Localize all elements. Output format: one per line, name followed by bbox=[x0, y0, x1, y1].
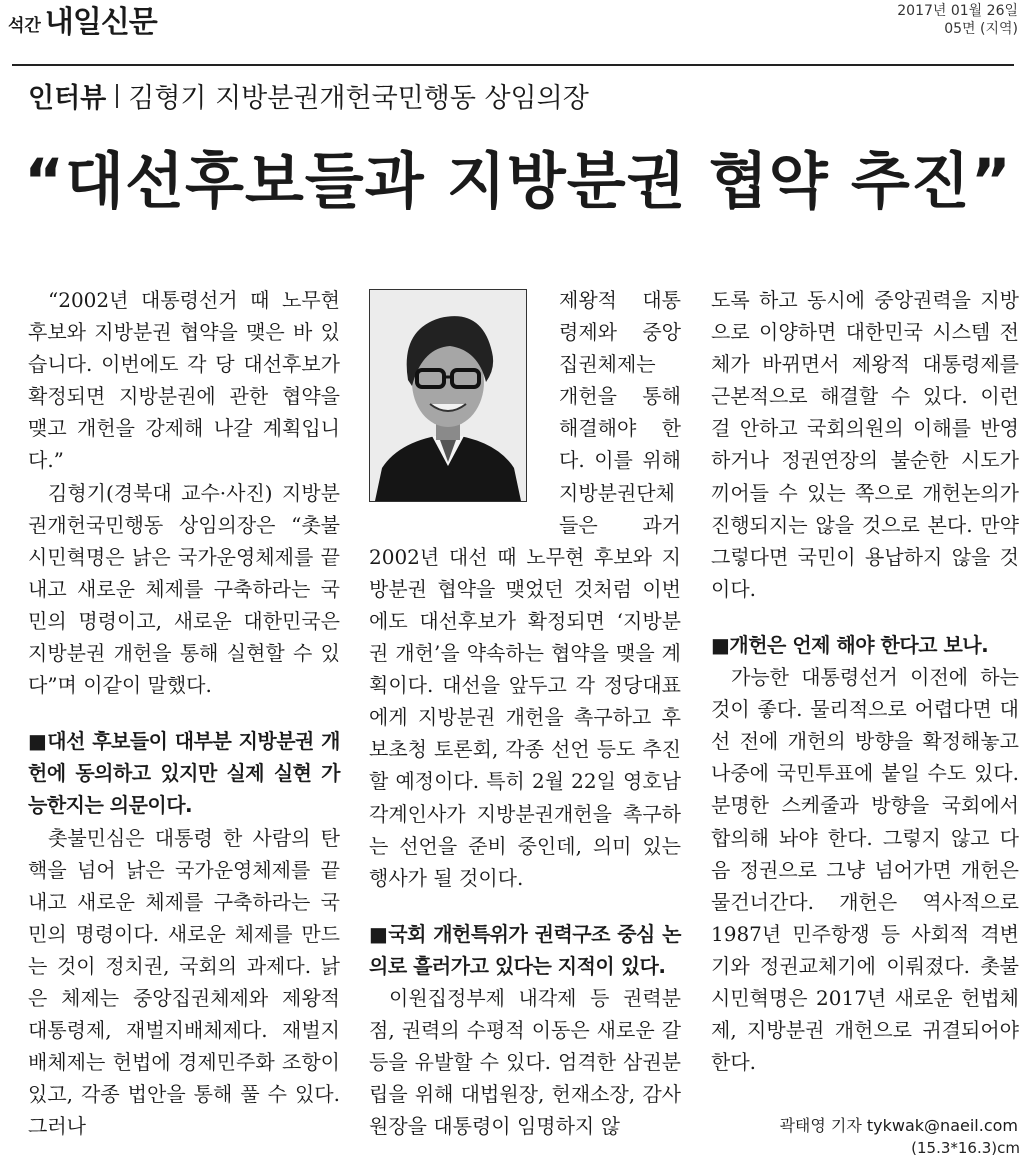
masthead-logo: 내일신문 bbox=[44, 5, 157, 40]
headline: “대선후보들과 지방분권 협약 추진” bbox=[24, 146, 1012, 217]
paragraph: 촛불민심은 대통령 한 사람의 탄핵을 넘어 낡은 국가운영체제를 끝내고 새로운 체제를 구축하라는 국민의 명령이다. 새로운 체제를 만드는 것이 정치권, 국회의 과제다. 낡은 체제는 중앙집권체제와 제왕적 대통령제, 재벌지배체제다. 재벌지배체제는 헌법에 경제민주화 조항이 있고, 각종 법안을 통해 풀 수 있다. 그러나 bbox=[28, 825, 340, 1139]
paragraph: 이원집정부제 내각제 등 권력분점, 권력의 수평적 이동은 새로운 갈등을 유발할 수 있다. 엄격한 삼권분립을 위해 대법원장, 헌재소장, 감사원장을 대통령이 임명하지 않 bbox=[369, 985, 681, 1139]
article-column-3 bbox=[711, 284, 1019, 1078]
paragraph: “2002년 대통령선거 때 노무현 후보와 지방분권 협약을 맺은 바 있습니다. 이번에도 각 당 대선후보가 확정되면 지방분권에 관한 협약을 맺고 개헌을 강제해 나갈 계획입니다.” bbox=[28, 288, 340, 473]
question-heading: ■대선 후보들이 대부분 지방분권 개헌에 동의하고 있지만 실제 실현 가능한지는 의문이다. bbox=[28, 729, 340, 818]
portrait-photo bbox=[369, 289, 527, 502]
paragraph: 도록 하고 동시에 중앙권력을 지방으로 이양하면 대한민국 시스템 전체가 바뀌면서 제왕적 대통령제를 근본적으로 해결할 수 있다. 이런 걸 안하고 국회의원의 이해를 반영하거나 정권연장의 불순한 시도가 끼어들 수 있는 쪽으로 개헌논의가 진행되지는 않을 것으로 본다. 만약 그렇다면 국민이 용납하지 않을 것이다. bbox=[711, 288, 1019, 601]
kicker bbox=[28, 76, 589, 115]
masthead bbox=[8, 4, 157, 38]
kicker-tag: 인터뷰 bbox=[28, 83, 107, 114]
question-heading: ■국회 개헌특위가 권력구조 중심 논의로 흘러가고 있다는 지적이 있다. bbox=[369, 921, 681, 978]
article-size-note: (15.3*16.3)cm bbox=[911, 1139, 1020, 1157]
header-rule bbox=[12, 64, 1014, 66]
article-column-1 bbox=[28, 284, 340, 1142]
byline: 곽태영 기자 tykwak@naeil.com bbox=[779, 1116, 1018, 1135]
issue-meta bbox=[897, 2, 1018, 38]
question-heading: ■개헌은 언제 해야 한다고 보나. bbox=[711, 632, 989, 657]
paragraph: 김형기(경북대 교수·사진) 지방분권개헌국민행동 상임의장은 “촛불시민혁명은 낡은 국가운영체제를 끝내고 새로운 체제를 구축하라는 국민의 명령이고, 새로운 대한민국은 지방분권 개헌을 통해 실현할 수 있다”며 이같이 말했다. bbox=[28, 480, 340, 698]
portrait-illustration bbox=[370, 290, 526, 501]
issue-page: 05면 (지역) bbox=[944, 21, 1018, 37]
kicker-subject: 김형기 지방분권개헌국민행동 상임의장 bbox=[128, 83, 589, 114]
masthead-edition: 석간 bbox=[8, 16, 41, 36]
paragraph: 가능한 대통령선거 이전에 하는 것이 좋다. 물리적으로 어렵다면 대선 전에 개헌의 방향을 확정해놓고 나중에 국민투표에 붙일 수도 있다. 분명한 스케줄과 방향을 국회에서 합의해 놔야 한다. 그렇지 않고 다음 정권으로 그냥 넘어가면 개헌은 물건너간다. 개헌은 역사적으로 1987년 민주항쟁 등 사회적 격변기와 정권교체기에 이뤄졌다. 촛불시민혁명은 2017년 새로운 헌법체제, 지방분권 개헌으로 귀결되어야 한다. bbox=[711, 665, 1019, 1075]
kicker-divider bbox=[116, 84, 118, 108]
paragraph: 제왕적 대통령제와 중앙집권체제는 개헌을 통해 해결해야 한다. 이를 위해 지방분권단체들은 과거 2002년 대선 때 노무현 후보와 지방분권 협약을 맺었던 것처럼 이번에도 대선후보가 확정되면 ‘지방분권 개헌’을 약속하는 협약을 맺을 계획이다. 대선을 앞두고 각 정당대표에게 지방분권 개헌을 촉구하고 후보초청 토론회, 각종 선언 등도 추진할 예정이다. 특히 2월 22일 영호남 각계인사가 지방분권개헌을 촉구하는 선언을 준비 중인데, 의미 있는 행사가 될 것이다. bbox=[369, 288, 681, 890]
issue-date: 2017년 01월 26일 bbox=[897, 3, 1018, 19]
